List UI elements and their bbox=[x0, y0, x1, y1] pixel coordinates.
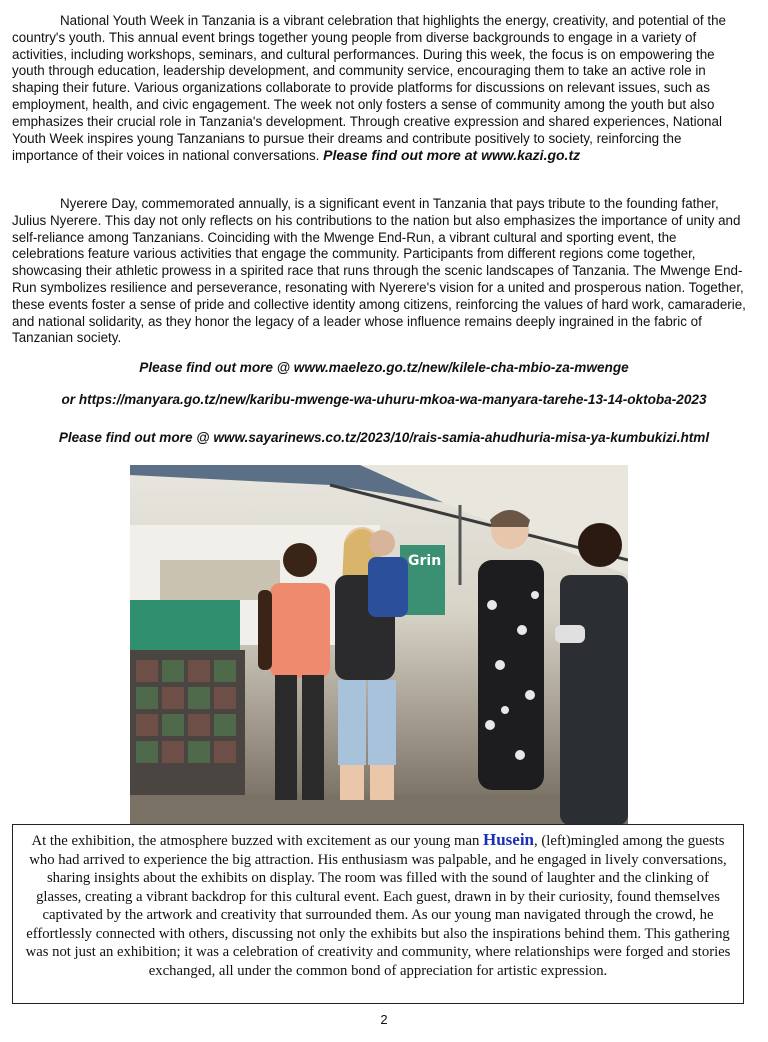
caption-name-husein: Husein bbox=[483, 830, 535, 849]
maelezo-link[interactable]: Please find out more @ www.maelezo.go.tz/new/kilele-cha-mbio-za-mwenge bbox=[139, 360, 629, 375]
exhibition-photo bbox=[130, 465, 628, 825]
caption-text-before: At the exhibition, the atmosphere buzzed with excitement as our young man bbox=[31, 833, 483, 849]
page-number: 2 bbox=[380, 1012, 388, 1027]
photo-caption bbox=[12, 824, 744, 1004]
manyara-link[interactable]: or https://manyara.go.tz/new/karibu-mwenge-wa-uhuru-mkoa-wa-manyara-tarehe-13-14-oktoba-2023 bbox=[61, 392, 707, 407]
kazi-link[interactable]: Please find out more at www.kazi.go.tz bbox=[323, 147, 581, 164]
paragraph-youth-week bbox=[12, 13, 747, 165]
grin-sign-text: Grin bbox=[408, 553, 442, 569]
sayarinews-link[interactable]: Please find out more @ www.sayarinews.co.tz/2023/10/rais-samia-ahudhuria-misa-ya-kumbukizi.html bbox=[58, 430, 710, 445]
exhibition-photo-illustration bbox=[130, 465, 628, 825]
paragraph-nyerere-day: Nyerere Day, commemorated annually, is a significant event in Tanzania that pays tribute to the founding father, Julius Nyerere. This day not only reflects on his contributions to the nation but also emphasizes the importance of unity and self-reliance among Tanzanians. Coinciding with the Mwenge End-Run, a vibrant cultural and sporting event, the celebrations feature various activities that engage the community. Participants from different regions come together, showcasing their athletic prowess in a spirited race that runs through the scenic landscapes of Tanzania. The Mwenge End-Run symbolizes resilience and perseverance, resonating with Nyerere's vision for a united and prosperous nation. Together, these events foster a sense of pride and collective identity among citizens, reinforcing the values of hard work, camaraderie, and national solidarity, as they honor the legacy of a leader whose influence remains deeply ingrained in the fabric of Tanzanian society. bbox=[12, 196, 746, 346]
caption-text-after: , (left)mingled among the guests who had arrived to experience the big attraction. His enthusiasm was palpable, and he engaged in lively conversations, sharing insights about the exhibits on display. The room was filled with the sound of laughter and the clinking of glasses, creating a vibrant backdrop for this cultural event. Each guest, drawn in by their curiosity, found themselves captivated by the artwork and creativity that surrounded them. As our young man navigated through the crowd, he effortlessly connected with others, discussing not only the exhibits but also the inspirations behind them. This gathering was not just an exhibition; it was a celebration of creativity and community, where relationships were forged and stories exchanged, all under the common bond of appreciation for artistic expression. bbox=[25, 833, 731, 979]
paragraph-youth-week-text: National Youth Week in Tanzania is a vibrant celebration that highlights the energy, creativity, and potential of the country's youth. This annual event brings together young people from diverse backgrounds to engage in a variety of activities, including workshops, seminars, and cultural performances. During this week, the focus is on empowering the youth through education, leadership development, and community service, encouraging them to take an active role in shaping their future. Various organizations collaborate to provide platforms for discussions on relevant issues, such as employment, health, and civic engagement. The week not only fosters a sense of community among the youth but also emphasizes their crucial role in Tanzania's development. Through creative expression and shared experiences, National Youth Week inspires young Tanzanians to pursue their dreams and contribute positively to society, reinforcing the importance of their voices in national conversations. bbox=[12, 13, 726, 164]
